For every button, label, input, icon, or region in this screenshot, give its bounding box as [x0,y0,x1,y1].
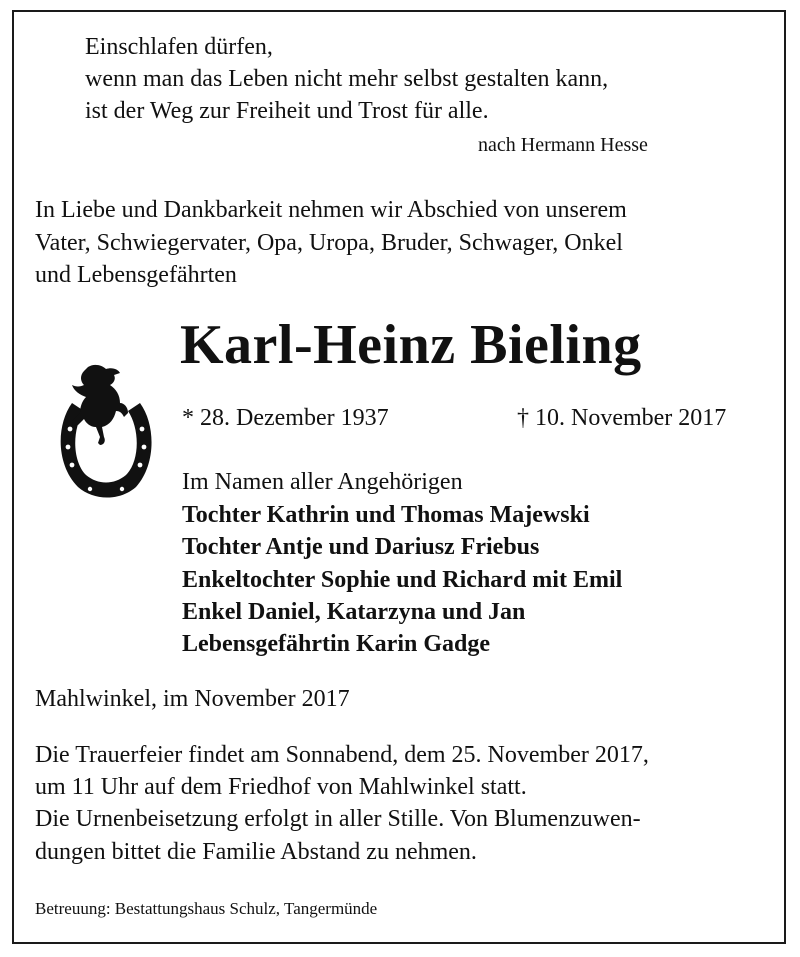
mourner-name: Enkeltochter Sophie und Richard mit Emil [182,567,623,593]
quote-line: Einschlafen dürfen, [85,34,273,60]
intro-line: und Lebensgefährten [35,262,237,288]
mourners-heading: Im Namen aller Angehörigen [182,469,463,495]
mourner-name: Enkel Daniel, Katarzyna und Jan [182,599,526,625]
ceremony-line: Die Trauerfeier findet am Sonnabend, dem 25. November 2017, [35,742,649,768]
mourner-name: Tochter Antje und Dariusz Friebus [182,534,540,560]
quote-line: wenn man das Leben nicht mehr selbst gestalten kann, [85,66,609,92]
place-date: Mahlwinkel, im November 2017 [35,686,350,712]
funeral-home-credit: Betreuung: Bestattungshaus Schulz, Tangermünde [35,899,378,918]
intro-line: Vater, Schwiegervater, Opa, Uropa, Bruder, Schwager, Onkel [35,230,623,256]
deceased-name: Karl-Heinz Bieling [180,314,642,376]
quote-line: ist der Weg zur Freiheit und Trost für alle. [85,98,489,124]
intro-line: In Liebe und Dankbarkeit nehmen wir Abschied von unserem [35,197,627,223]
ceremony-line: Die Urnenbeisetzung erfolgt in aller Stille. Von Blumenzuwen- [35,806,641,832]
mourner-name: Lebensgefährtin Karin Gadge [182,631,491,657]
quote-attribution: nach Hermann Hesse [478,134,648,156]
mourner-name: Tochter Kathrin und Thomas Majewski [182,502,590,528]
ceremony-line: um 11 Uhr auf dem Friedhof von Mahlwinkel statt. [35,774,527,800]
death-date: † 10. November 2017 [517,405,727,431]
ceremony-line: dungen bittet die Familie Abstand zu nehmen. [35,839,477,865]
birth-date: * 28. Dezember 1937 [182,405,389,431]
horseshoe-with-horse-icon [50,363,162,505]
